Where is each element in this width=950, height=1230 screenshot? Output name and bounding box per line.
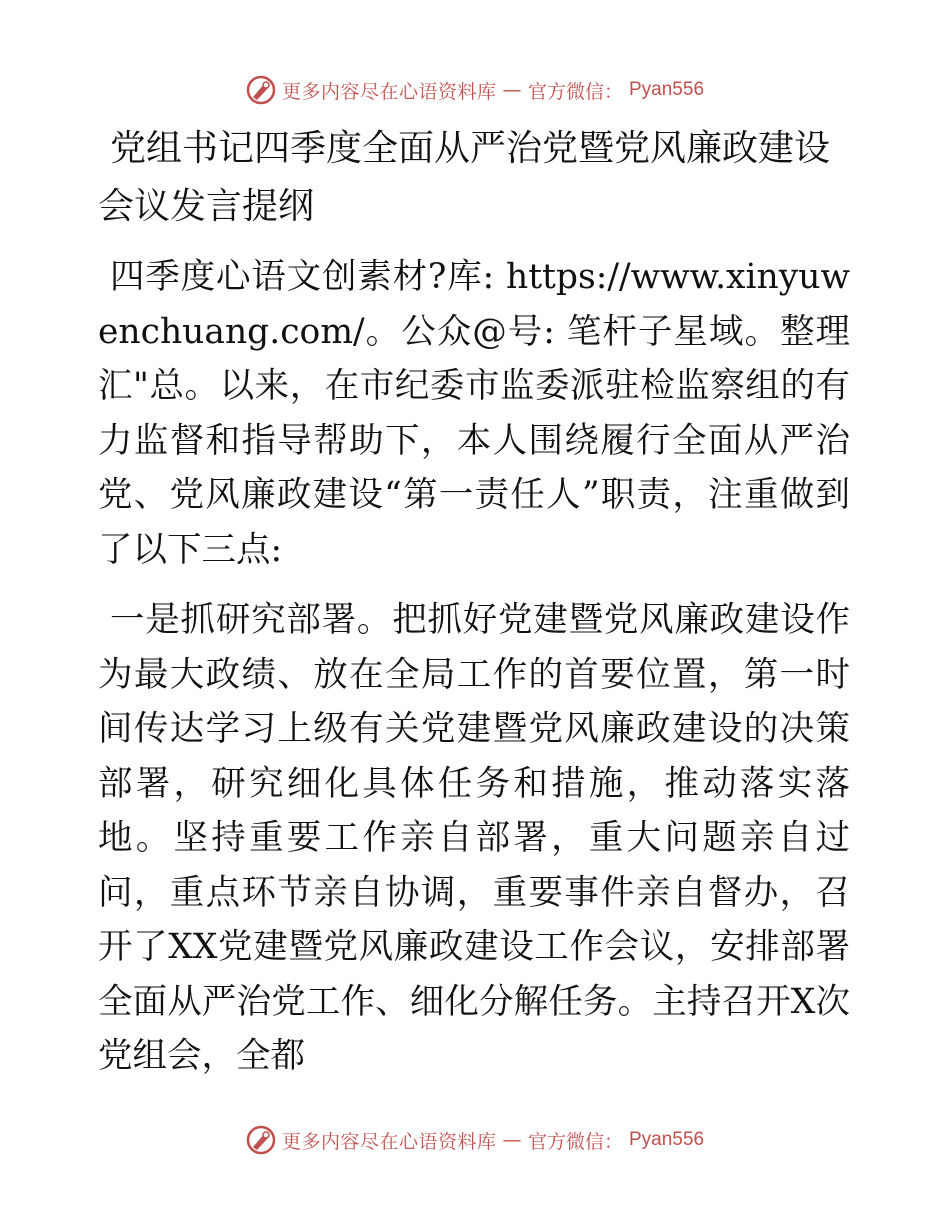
footer-watermark-banner [0,1120,950,1160]
banner-wechat-label: 官方微信： [527,1130,623,1153]
banner-dash: — [502,1129,522,1151]
paragraph-intro: 四季度心语文创素材?库: https://www.xinyuwenchuang.com/。公众@号: 笔杆子星域。整理汇"总。以来，在市纪委市监委派驻检监察组的有力监督和指导帮助下，本人围绕履行全面从严治党、党风廉政建设“第一责任人”职责，注重做到了以下三点: [98,257,850,570]
brand-logo-icon [246,75,276,105]
header-watermark-banner [0,70,950,110]
banner-promo-text: 更多内容尽在心语资料库 [281,80,497,103]
banner-promo-text: 更多内容尽在心语资料库 [281,1130,497,1153]
banner-wechat-label: 官方微信： [527,80,623,103]
document-body [98,120,850,1100]
banner-dash: — [502,79,522,101]
brand-logo-icon [246,1125,276,1155]
document-title: 党组书记四季度全面从严治党暨党风廉政建设会议发言提纲 [98,128,831,227]
banner-wechat-id: Pyan556 [629,1129,705,1150]
paragraph-point-one: 一是抓研究部署。把抓好党建暨党风廉政建设作为最大政绩、放在全局工作的首要位置，第一时间传达学习上级有关党建暨党风廉政建设的决策部署，研究细化具体任务和措施，推动落实落地。坚持重要工作亲自部署，重大问题亲自过问，重点环节亲自协调，重要事件亲自督办，召开了XX党建暨党风廉政建设工作会议，安排部署全面从严治党工作、细化分解任务。主持召开X次党组会，全都 [98,600,850,1076]
banner-wechat-id: Pyan556 [629,79,705,100]
